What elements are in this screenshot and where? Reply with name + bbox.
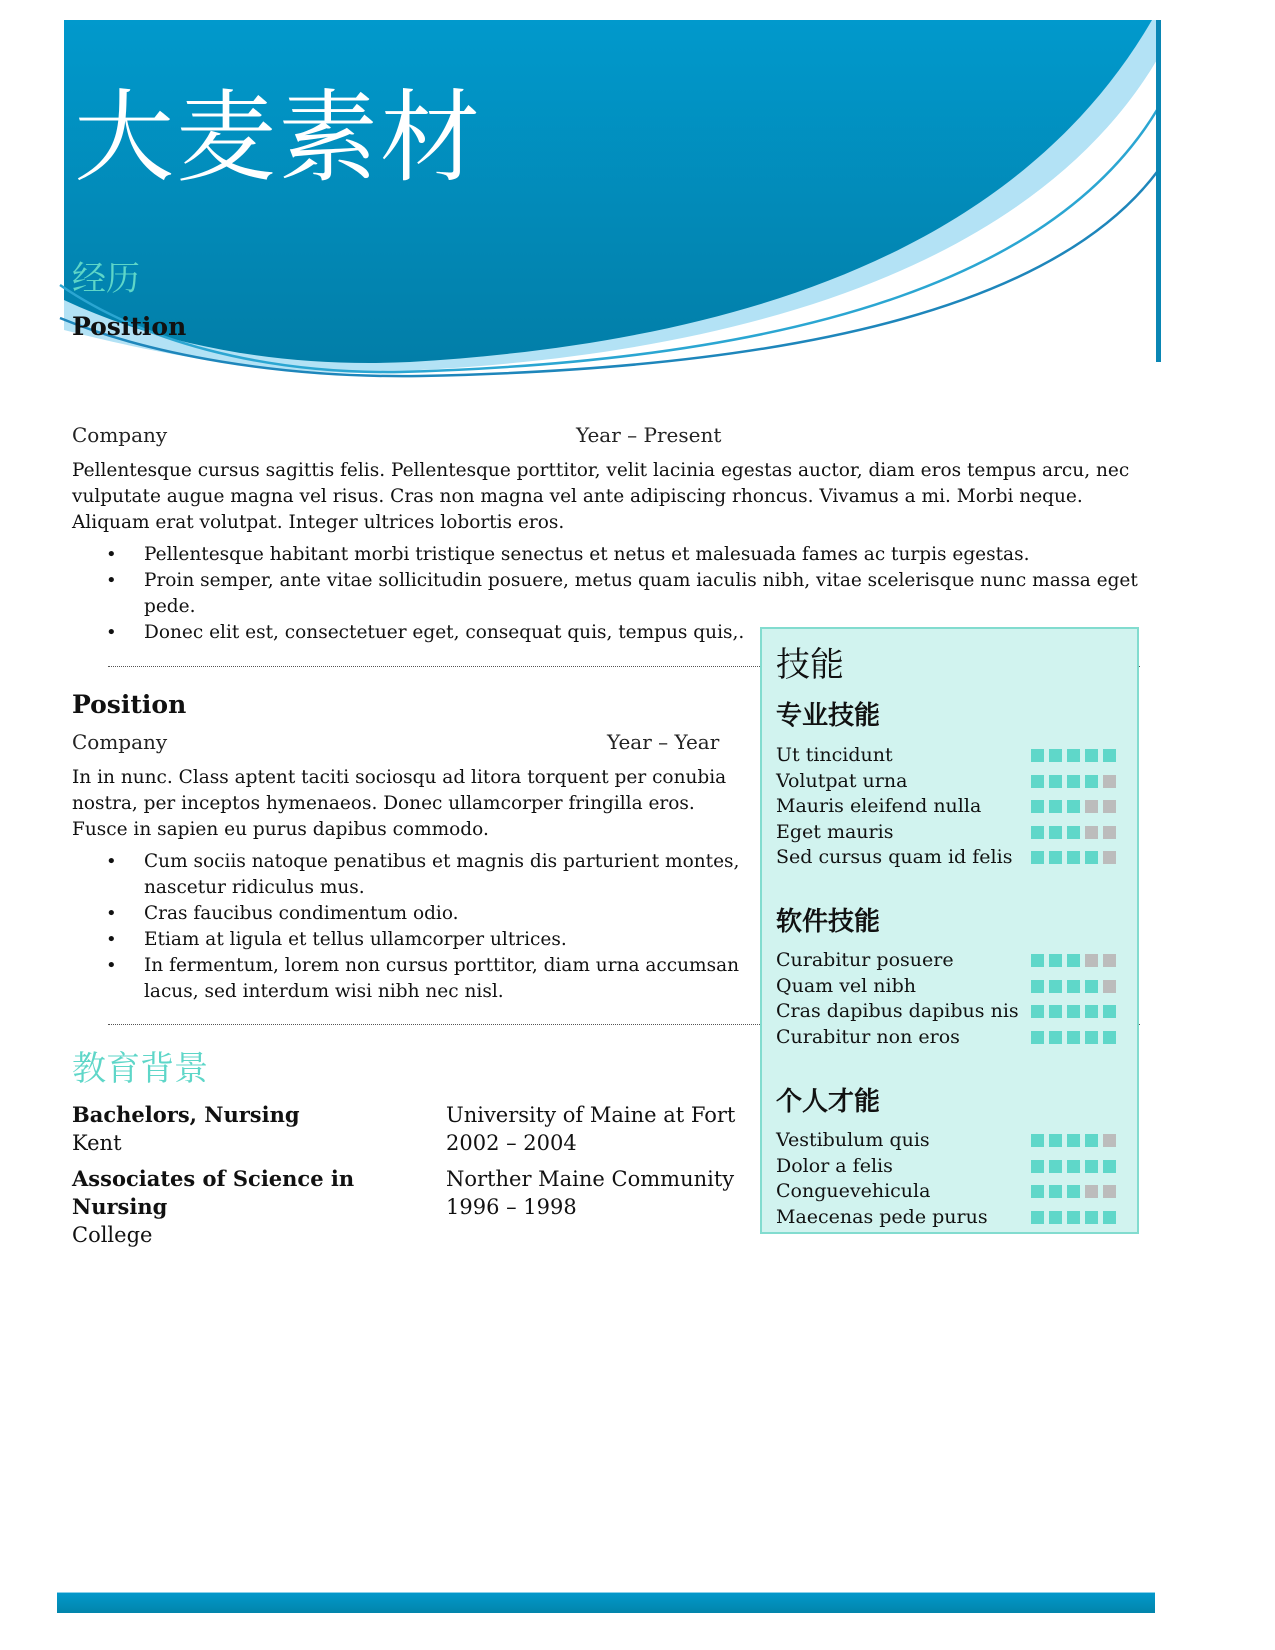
job-2-description: In in nunc. Class aptent taciti sociosqu ad litora torquent per conubia nostra, per inceptos hymenaeos. Donec ullamcorper fringilla eros. Fusce in sapien eu purus dapibus commodo. [72, 767, 727, 840]
skill-rating-bar [1031, 1185, 1116, 1198]
rating-empty-icon [1103, 954, 1116, 967]
rating-filled-icon [1067, 954, 1080, 967]
rating-filled-icon [1067, 1134, 1080, 1147]
degree-title-cont: College [72, 1223, 153, 1247]
skill-rating-bar [1031, 1160, 1116, 1173]
degree-title: Associates of Science in Nursing [72, 1166, 355, 1219]
school-dates: 2002 – 2004 [446, 1131, 577, 1155]
document-title: 大麦素材 [74, 79, 482, 196]
job-2-dates: Year – Year [607, 730, 720, 754]
rating-filled-icon [1103, 1031, 1116, 1044]
skill-rating-bar [1031, 800, 1116, 813]
rating-filled-icon [1031, 851, 1044, 864]
rating-filled-icon [1067, 775, 1080, 788]
rating-filled-icon [1085, 749, 1098, 762]
rating-filled-icon [1103, 1211, 1116, 1224]
rating-filled-icon [1049, 749, 1062, 762]
rating-filled-icon [1049, 1134, 1062, 1147]
skill-rating-bar [1031, 954, 1116, 967]
rating-filled-icon [1085, 1134, 1098, 1147]
job-2-bullet: • Cras faucibus condimentum odio. [72, 901, 744, 927]
skill-row [776, 1025, 1116, 1049]
school-name: University of Maine at Fort [446, 1103, 736, 1127]
rating-filled-icon [1049, 826, 1062, 839]
rating-filled-icon [1049, 980, 1062, 993]
rating-filled-icon [1031, 1005, 1044, 1018]
rating-filled-icon [1049, 1005, 1062, 1018]
education-entry-2-degree [72, 1165, 442, 1249]
skill-row [776, 1128, 1116, 1152]
rating-filled-icon [1031, 775, 1044, 788]
degree-title: Bachelors, Nursing [72, 1102, 300, 1127]
skill-row [776, 1205, 1116, 1229]
job-1-bullet: • Proin semper, ante vitae sollicitudin posuere, metus quam iaculis nibh, vitae scelerisque nunc massa eget pede. [72, 568, 1142, 620]
skill-label: Maecenas pede purus [776, 1205, 988, 1228]
skill-label: Dolor a felis [776, 1154, 893, 1177]
rating-filled-icon [1067, 826, 1080, 839]
skill-rating-bar [1031, 1211, 1116, 1224]
skill-row [776, 1154, 1116, 1178]
experience-heading: 经历 [72, 259, 140, 299]
skill-row [776, 999, 1116, 1023]
job-2-bullets [72, 849, 744, 1005]
school-dates: 1996 – 1998 [446, 1195, 577, 1219]
job-1-dates: Year – Present [576, 423, 722, 447]
job-1-bullet: • Donec elit est, consectetuer eget, consequat quis, tempus quis,. [72, 620, 1142, 646]
skill-row [776, 974, 1116, 998]
job-1-company: Company [72, 423, 168, 447]
skill-row [776, 820, 1116, 844]
rating-filled-icon [1031, 1211, 1044, 1224]
rating-filled-icon [1067, 1005, 1080, 1018]
rating-filled-icon [1085, 1031, 1098, 1044]
rating-filled-icon [1085, 851, 1098, 864]
education-entry-1-degree [72, 1101, 442, 1157]
rating-filled-icon [1085, 1160, 1098, 1173]
rating-empty-icon [1103, 1134, 1116, 1147]
rating-empty-icon [1103, 980, 1116, 993]
job-1-bullet: • Pellentesque habitant morbi tristique senectus et netus et malesuada fames ac turpis egestas. [72, 542, 1142, 568]
skills-group-title: 软件技能 [776, 907, 881, 937]
rating-filled-icon [1049, 800, 1062, 813]
job-1-description: Pellentesque cursus sagittis felis. Pellentesque porttitor, velit lacinia egestas auctor, diam eros tempus arcu, nec vulputate augue magna vel risus. Cras non magna vel ante adipiscing rhoncus. Vivamus a mi. Morbi neque. Aliquam erat volutpat. Integer ultrices lobortis eros. [72, 460, 1130, 533]
rating-filled-icon [1049, 1031, 1062, 1044]
rating-filled-icon [1085, 775, 1098, 788]
rating-filled-icon [1031, 749, 1044, 762]
footer-bar [57, 1592, 1155, 1613]
rating-empty-icon [1103, 775, 1116, 788]
education-heading: 教育背景 [72, 1049, 208, 1089]
rating-empty-icon [1085, 800, 1098, 813]
rating-filled-icon [1067, 1185, 1080, 1198]
skill-label: Volutpat urna [776, 769, 908, 792]
rating-filled-icon [1031, 980, 1044, 993]
skill-label: Quam vel nibh [776, 974, 917, 997]
rating-empty-icon [1085, 826, 1098, 839]
skill-label: Curabitur posuere [776, 949, 954, 971]
skill-row [776, 1179, 1116, 1203]
rating-filled-icon [1049, 1160, 1062, 1173]
rating-filled-icon [1067, 749, 1080, 762]
skill-rating-bar [1031, 775, 1116, 788]
job-2-bullet: • Cum sociis natoque penatibus et magnis dis parturient montes, nascetur ridiculus mus. [72, 849, 744, 901]
skill-rating-bar [1031, 1134, 1116, 1147]
skill-label: Sed cursus quam id felis [776, 846, 1013, 869]
job-2-bullet: • In fermentum, lorem non cursus porttitor, diam urna accumsan lacus, sed interdum wisi nibh nec nisl. [72, 953, 744, 1005]
rating-filled-icon [1085, 1211, 1098, 1224]
rating-filled-icon [1031, 826, 1044, 839]
skills-heading: 技能 [776, 645, 844, 685]
school-name: Norther Maine Community [446, 1167, 735, 1191]
rating-empty-icon [1103, 800, 1116, 813]
rating-filled-icon [1049, 1185, 1062, 1198]
rating-filled-icon [1031, 1134, 1044, 1147]
skill-label: Vestibulum quis [776, 1129, 930, 1151]
rating-empty-icon [1085, 954, 1098, 967]
rating-empty-icon [1103, 826, 1116, 839]
rating-filled-icon [1103, 1160, 1116, 1173]
skill-rating-bar [1031, 1005, 1116, 1018]
rating-filled-icon [1067, 1160, 1080, 1173]
rating-empty-icon [1103, 1185, 1116, 1198]
job-2-position: Position [72, 690, 187, 719]
skill-row [776, 845, 1116, 869]
rating-filled-icon [1049, 775, 1062, 788]
rating-filled-icon [1031, 1160, 1044, 1173]
job-2-company: Company [72, 730, 168, 754]
rating-filled-icon [1067, 980, 1080, 993]
rating-filled-icon [1049, 1211, 1062, 1224]
rating-filled-icon [1067, 1211, 1080, 1224]
rating-filled-icon [1103, 749, 1116, 762]
education-entry-2-school [446, 1165, 746, 1221]
skill-rating-bar [1031, 980, 1116, 993]
skill-rating-bar [1031, 851, 1116, 864]
rating-filled-icon [1049, 954, 1062, 967]
skill-label: Conguevehicula [776, 1180, 931, 1203]
rating-filled-icon [1031, 1031, 1044, 1044]
skill-rating-bar [1031, 1031, 1116, 1044]
skill-label: Eget mauris [776, 820, 894, 843]
rating-filled-icon [1031, 800, 1044, 813]
skill-row [776, 743, 1116, 767]
job-1-position: Position [72, 312, 187, 341]
skill-row [776, 794, 1116, 818]
skill-label: Mauris eleifend nulla [776, 795, 982, 818]
rating-filled-icon [1031, 1185, 1044, 1198]
rating-filled-icon [1103, 1005, 1116, 1018]
rating-filled-icon [1067, 1031, 1080, 1044]
rating-filled-icon [1067, 800, 1080, 813]
education-entry-1-school [446, 1101, 746, 1157]
rating-empty-icon [1103, 851, 1116, 864]
skill-row [776, 769, 1116, 793]
skill-rating-bar [1031, 826, 1116, 839]
rating-filled-icon [1067, 851, 1080, 864]
degree-title-cont: Kent [72, 1131, 122, 1155]
skill-rating-bar [1031, 749, 1116, 762]
skill-row [776, 948, 1116, 972]
rating-filled-icon [1085, 1005, 1098, 1018]
rating-empty-icon [1085, 1185, 1098, 1198]
skills-group-title: 专业技能 [776, 701, 881, 731]
rating-filled-icon [1031, 954, 1044, 967]
rating-filled-icon [1085, 980, 1098, 993]
rating-filled-icon [1049, 851, 1062, 864]
skill-label: Cras dapibus dapibus nis [776, 1000, 1019, 1023]
job-2-bullet: • Etiam at ligula et tellus ullamcorper ultrices. [72, 927, 744, 953]
skill-label: Curabitur non eros [776, 1025, 960, 1048]
skill-label: Ut tincidunt [776, 744, 893, 766]
skills-group-title: 个人才能 [776, 1087, 881, 1117]
